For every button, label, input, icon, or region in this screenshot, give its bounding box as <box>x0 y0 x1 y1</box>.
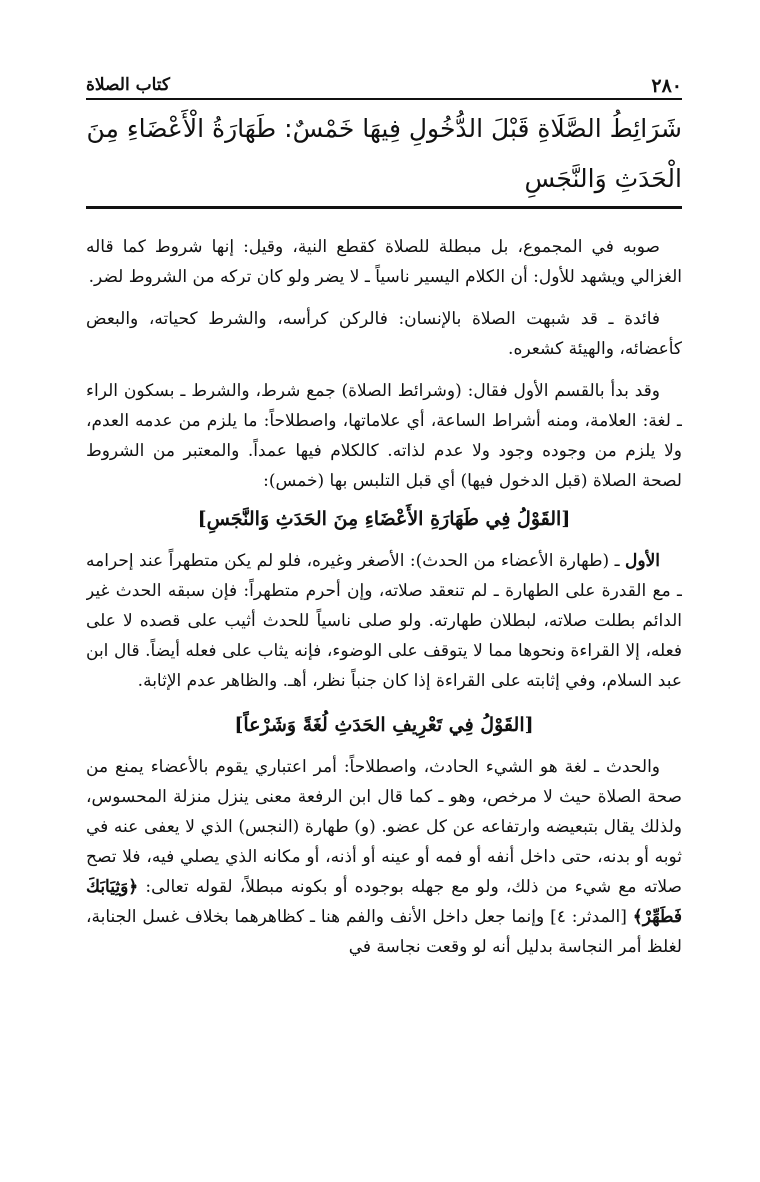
quran-verse: ﴿وَثِيَابَكَ فَطَهِّرْ﴾ <box>86 877 682 927</box>
separator-rule <box>86 206 682 209</box>
matn-text: شَرَائِطُ الصَّلَاةِ قَبْلَ الدُّخُولِ فِيهَا خَمْسٌ: طَهَارَةُ الْأَعْضَاءِ مِنَ الْحَدَثِ وَالنَّجَسِ <box>86 114 682 193</box>
section-heading: [القَوْلُ فِي طَهَارَةِ الأَعْضَاءِ مِنَ الحَدَثِ وَالنَّجَسِ] <box>197 508 571 530</box>
running-title: كتاب الصلاة <box>86 75 171 95</box>
paragraph-text: والحدث ـ لغة هو الشيء الحادث، واصطلاحاً: أمر اعتباري يقوم بالأعضاء يمنع من صحة الصلاة حيث لا مرخص، وهو ـ كما قال ابن الرفعة معنى ينزل منزلة المحسوس، ولذلك يقال بتبعيضه وارتفاعه عن كل عضو. (و) طهارة (النجس) الذي لا يعفى عنه في ثوبه أو بدنه، حتى داخل أنفه أو فمه أو عينه أو أذنه، أو مكانه الذي يصلي فيه، فلا تصح صلاته مع شيء من ذلك، ولو مع جهله بوجوده أو بكونه مبطلاً، لقوله تعالى: <box>86 757 682 897</box>
commentary <box>86 232 682 1162</box>
page-number: ٢٨٠ <box>651 75 682 97</box>
paragraph-text: ـ (طهارة الأعضاء من الحدث): الأصغر وغيره، فلو لم يكن متطهراً عند إحرامه ـ مع القدرة على الطهارة ـ لم تنعقد صلاته، وإن أحرم متطهراً: فإن سبقه الحدث غير الدائم بطلت صلاته، لبطلان طهارته. ولو صلى ناسياً للحدث أثيب على قصده لا على فعله، إلا القراءة ونحوها مما لا يتوقف على الوضوء، فإنه يثاب على فعله أيضاً. قال ابن عبد السلام، وفي إثابته على القراءة إذا كان جنباً نظر، أهـ. والظاهر عدم الإثابة. <box>86 551 682 691</box>
commentary-paragraph <box>86 752 682 962</box>
commentary-paragraph: صوبه في المجموع، بل مبطلة للصلاة كقطع النية، وقيل: إنها شروط كما قاله الغزالي ويشهد للأول: أن الكلام اليسير ناسياً ـ لا يضر ولو كان تركه من الشروط لضر. <box>86 237 682 287</box>
paragraph-lead: الأول <box>625 551 660 571</box>
running-header <box>86 66 682 100</box>
paragraph-text: [المدثر: ٤] وإنما جعل داخل الأنف والفم هنا ـ كظاهرهما بخلاف غسل الجنابة، لغلظ أمر النجاسة بدليل أنه لو وقعت نجاسة في <box>86 907 682 957</box>
section-heading: [القَوْلُ فِي تَعْرِيفِ الحَدَثِ لُغَةً وَشَرْعاً] <box>234 714 534 736</box>
commentary-paragraph <box>86 546 682 696</box>
commentary-paragraph: وقد بدأ بالقسم الأول فقال: (وشرائط الصلاة) جمع شرط، والشرط ـ بسكون الراء ـ لغة: العلامة، ومنه أشراط الساعة، أي علاماتها، واصطلاحاً: ما يلزم من عدمه العدم، ولا يلزم من وجوده وجود ولا عدم لذاته. كالكلام فيها عمداً. والمعتبر من الشروط لصحة الصلاة (قبل الدخول فيها) أي قبل التلبس بها (خمس): <box>86 381 682 491</box>
commentary-paragraph: فائدة ـ قد شبهت الصلاة بالإنسان: فالركن كرأسه، والشرط كحياته، والبعض كأعضائه، والهيئة كشعره. <box>86 309 682 359</box>
